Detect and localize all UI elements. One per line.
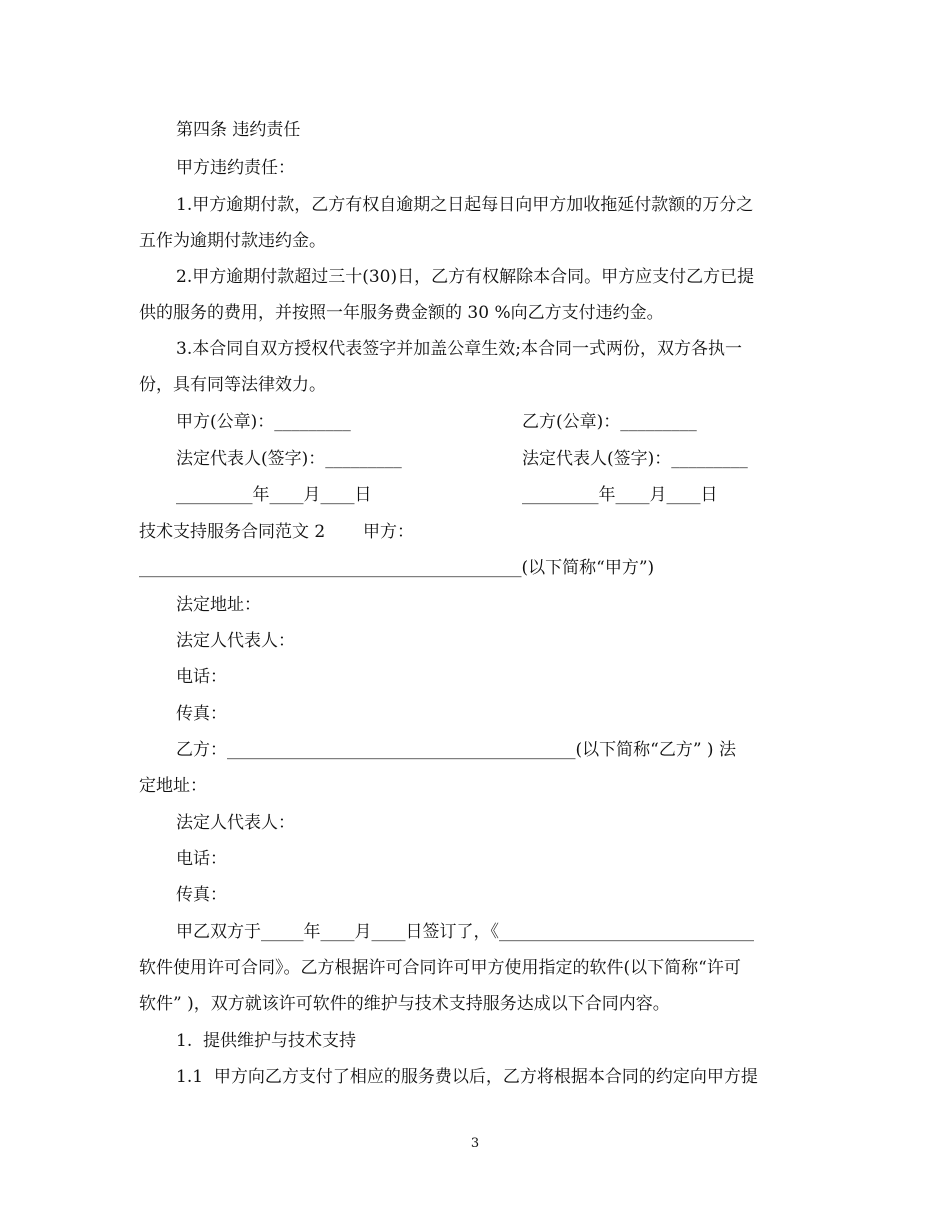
signing-statement-line-3: 软件” )，双方就该许可软件的维护与技术支持服务达成以下合同内容。 <box>139 994 670 1014</box>
party-b-seal-field: 乙方(公章)：_________ <box>522 412 697 432</box>
contract-2-title: 技术支持服务合同范文 2 甲方： <box>139 522 415 542</box>
party-a-legal-rep-label: 法定人代表人： <box>176 631 295 651</box>
party-a-liability-heading: 甲方违约责任： <box>176 158 295 178</box>
party-b-address-label: 定地址： <box>139 776 207 796</box>
party-a-name-blank: _____________________________________________(以下简称“甲方”) <box>139 558 655 578</box>
clause-3-line-2: 份，具有同等法律效力。 <box>139 375 326 395</box>
clause-3-line-1: 3.本合同自双方授权代表签字并加盖公章生效;本合同一式两份，双方各执一 <box>176 339 742 359</box>
party-a-seal-field: 甲方(公章)：_________ <box>176 412 351 432</box>
section-1-1-text: 1.1 甲方向乙方支付了相应的服务费以后，乙方将根据本合同的约定向甲方提 <box>176 1067 758 1087</box>
party-b-legal-rep-label: 法定人代表人： <box>176 813 295 833</box>
party-b-rep-signature-field: 法定代表人(签字)：_________ <box>522 449 748 469</box>
page-number: 3 <box>470 1136 480 1151</box>
party-a-phone-label: 电话： <box>176 667 227 687</box>
party-b-name-line: 乙方：_________________________________________(以下简称“乙方” ) 法 <box>176 740 736 760</box>
party-a-address-label: 法定地址： <box>176 595 261 615</box>
section-1-heading: 1. 提供维护与技术支持 <box>176 1031 357 1051</box>
party-a-rep-signature-field: 法定代表人(签字)：_________ <box>176 449 402 469</box>
clause-1-line-1: 1.甲方逾期付款，乙方有权自逾期之日起每日向甲方加收拖延付款额的万分之 <box>176 195 754 215</box>
clause-2-line-1: 2.甲方逾期付款超过三十(30)日，乙方有权解除本合同。甲方应支付乙方已提 <box>176 267 755 287</box>
party-a-fax-label: 传真： <box>176 704 227 724</box>
party-b-fax-label: 传真： <box>176 885 227 905</box>
clause-2-line-2: 供的服务的费用，并按照一年服务费金额的 30 %向乙方支付违约金。 <box>139 303 664 323</box>
clause-1-line-2: 五作为逾期付款违约金。 <box>139 231 326 251</box>
party-b-date-field: _________年____月____日 <box>522 485 718 505</box>
article-4-title: 第四条 违约责任 <box>176 120 301 140</box>
party-b-phone-label: 电话： <box>176 849 227 869</box>
party-a-date-field: _________年____月____日 <box>176 485 372 505</box>
signing-statement-line-2: 软件使用许可合同》。乙方根据许可合同许可甲方使用指定的软件(以下简称“许可 <box>139 958 741 978</box>
signing-statement-line-1: 甲乙双方于_____年____月____日签订了，《______________________________ <box>176 922 754 942</box>
